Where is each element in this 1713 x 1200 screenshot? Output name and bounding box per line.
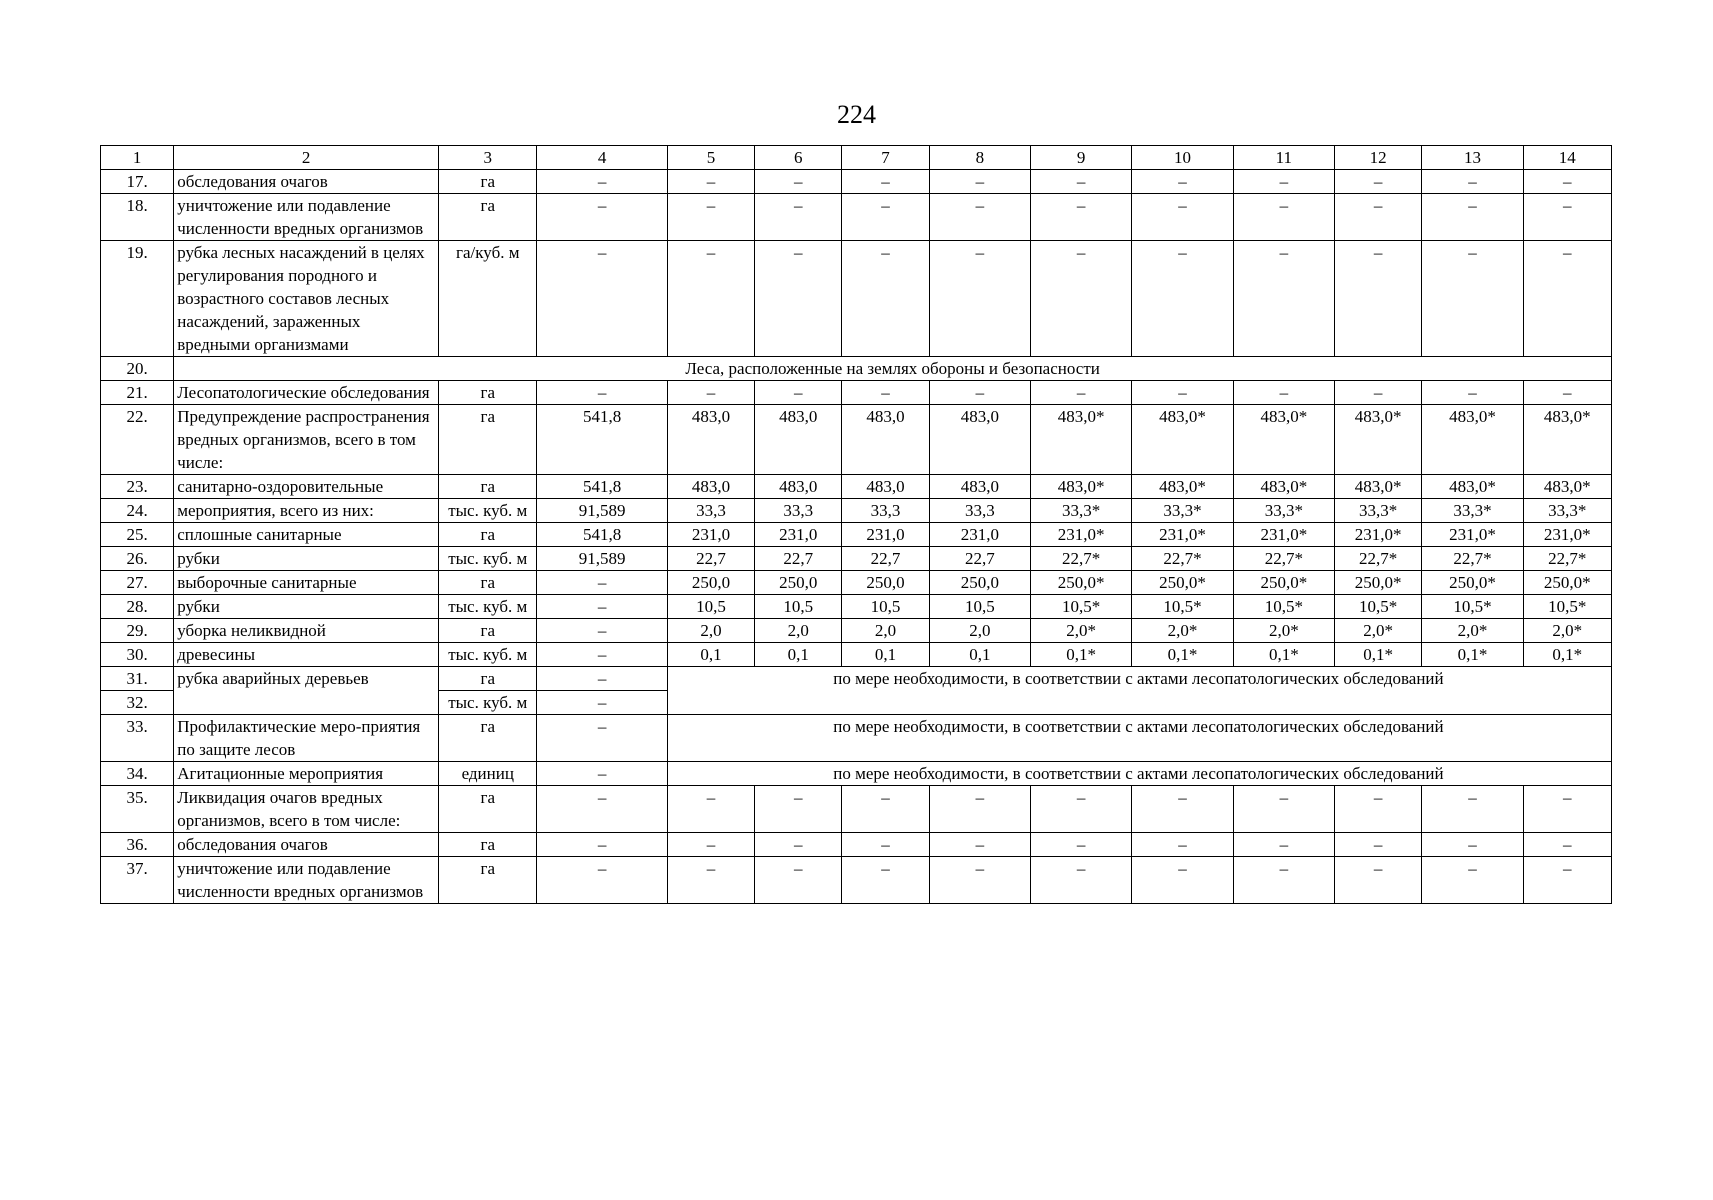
value-cell: – — [1335, 833, 1422, 857]
row-number-cell: 26. — [101, 547, 174, 571]
indicator-name-cell: рубка аварийных деревьев — [174, 667, 439, 715]
table-row — [101, 833, 1612, 857]
unit-cell: га — [439, 381, 537, 405]
value-cell: 483,0 — [755, 405, 842, 475]
value-cell: 250,0 — [755, 571, 842, 595]
table-row — [101, 667, 1612, 691]
value-cell: – — [842, 241, 929, 357]
value-cell: 2,0* — [1132, 619, 1233, 643]
value-cell: 483,0 — [755, 475, 842, 499]
value-cell: – — [537, 241, 667, 357]
table-row — [101, 595, 1612, 619]
header-cell: 9 — [1031, 146, 1132, 170]
table-row — [101, 241, 1612, 357]
value-cell: – — [1132, 857, 1233, 904]
value-cell: 541,8 — [537, 523, 667, 547]
value-cell: – — [537, 857, 667, 904]
value-cell: – — [1335, 857, 1422, 904]
header-cell: 1 — [101, 146, 174, 170]
value-cell: – — [1233, 194, 1334, 241]
table-row — [101, 194, 1612, 241]
value-cell: – — [537, 170, 667, 194]
value-cell: 231,0* — [1132, 523, 1233, 547]
value-cell: – — [1031, 786, 1132, 833]
value-cell: – — [1031, 194, 1132, 241]
unit-cell: га — [439, 170, 537, 194]
unit-cell: тыс. куб. м — [439, 499, 537, 523]
header-cell: 11 — [1233, 146, 1334, 170]
value-cell: 483,0* — [1132, 405, 1233, 475]
value-cell: 2,0* — [1523, 619, 1611, 643]
value-cell: 10,5* — [1422, 595, 1523, 619]
value-cell: 483,0 — [667, 405, 754, 475]
value-cell: 231,0 — [755, 523, 842, 547]
row-number-cell: 27. — [101, 571, 174, 595]
indicator-name-cell: сплошные санитарные — [174, 523, 439, 547]
value-cell: 10,5 — [929, 595, 1030, 619]
table-row — [101, 499, 1612, 523]
value-cell: 250,0 — [929, 571, 1030, 595]
value-cell: 231,0* — [1233, 523, 1334, 547]
unit-cell: тыс. куб. м — [439, 595, 537, 619]
value-cell: – — [537, 715, 667, 762]
table-row — [101, 857, 1612, 904]
header-cell: 8 — [929, 146, 1030, 170]
value-cell: – — [1132, 786, 1233, 833]
value-cell: – — [537, 833, 667, 857]
table-row — [101, 715, 1612, 762]
value-cell: 2,0* — [1335, 619, 1422, 643]
header-cell: 5 — [667, 146, 754, 170]
value-cell: – — [929, 241, 1030, 357]
value-cell: – — [1132, 833, 1233, 857]
value-cell: 33,3* — [1031, 499, 1132, 523]
row-number-cell: 22. — [101, 405, 174, 475]
row-number-cell: 20. — [101, 357, 174, 381]
value-cell: 2,0* — [1422, 619, 1523, 643]
value-cell: – — [667, 833, 754, 857]
value-cell: – — [1233, 170, 1334, 194]
value-cell: – — [1335, 194, 1422, 241]
value-cell: 33,3 — [842, 499, 929, 523]
value-cell: – — [1132, 170, 1233, 194]
row-number-cell: 28. — [101, 595, 174, 619]
value-cell: 483,0* — [1422, 475, 1523, 499]
value-cell: 2,0* — [1233, 619, 1334, 643]
value-cell: 0,1 — [929, 643, 1030, 667]
table-row — [101, 762, 1612, 786]
header-row — [101, 146, 1612, 170]
value-cell: – — [667, 857, 754, 904]
value-cell: 250,0* — [1031, 571, 1132, 595]
value-cell: – — [537, 595, 667, 619]
value-cell: 91,589 — [537, 547, 667, 571]
value-cell: 250,0* — [1132, 571, 1233, 595]
value-cell: – — [929, 857, 1030, 904]
indicator-name-cell: Ликвидация очагов вредных организмов, всего в том числе: — [174, 786, 439, 833]
value-cell: 33,3* — [1523, 499, 1611, 523]
value-cell: 231,0 — [667, 523, 754, 547]
row-number-cell: 29. — [101, 619, 174, 643]
value-cell: – — [667, 194, 754, 241]
indicator-name-cell: рубки — [174, 595, 439, 619]
row-number-cell: 18. — [101, 194, 174, 241]
indicator-name-cell: рубка лесных насаждений в целях регулирования породного и возрастного составов лесных насаждений, зараженных вредными организмами — [174, 241, 439, 357]
table-row — [101, 475, 1612, 499]
value-cell: 22,7 — [667, 547, 754, 571]
header-cell: 7 — [842, 146, 929, 170]
value-cell: 231,0* — [1031, 523, 1132, 547]
value-cell: 250,0* — [1335, 571, 1422, 595]
value-cell: 250,0* — [1233, 571, 1334, 595]
value-cell: – — [755, 786, 842, 833]
table-row — [101, 786, 1612, 833]
value-cell: – — [1335, 786, 1422, 833]
value-cell: 483,0* — [1335, 475, 1422, 499]
row-number-cell: 25. — [101, 523, 174, 547]
unit-cell: га — [439, 786, 537, 833]
indicator-name-cell: санитарно-оздоровительные — [174, 475, 439, 499]
value-cell: 231,0* — [1523, 523, 1611, 547]
value-cell: 2,0 — [929, 619, 1030, 643]
indicator-name-cell: обследования очагов — [174, 833, 439, 857]
indicator-name-cell: Агитационные мероприятия — [174, 762, 439, 786]
forest-protection-table — [100, 145, 1612, 904]
value-cell: – — [1233, 857, 1334, 904]
value-cell: – — [537, 691, 667, 715]
value-cell: – — [755, 170, 842, 194]
value-cell: 0,1* — [1422, 643, 1523, 667]
value-cell: – — [537, 667, 667, 691]
unit-cell: га — [439, 405, 537, 475]
note-cell: по мере необходимости, в соответствии с актами лесопатологических обследований — [667, 762, 1611, 786]
header-cell: 6 — [755, 146, 842, 170]
value-cell: 33,3* — [1422, 499, 1523, 523]
value-cell: 33,3* — [1335, 499, 1422, 523]
value-cell: 33,3* — [1132, 499, 1233, 523]
value-cell: 483,0* — [1523, 475, 1611, 499]
header-cell: 13 — [1422, 146, 1523, 170]
value-cell: – — [1132, 194, 1233, 241]
value-cell: 483,0 — [667, 475, 754, 499]
value-cell: – — [755, 857, 842, 904]
value-cell: 2,0 — [842, 619, 929, 643]
value-cell: – — [1422, 833, 1523, 857]
value-cell: – — [929, 786, 1030, 833]
value-cell: – — [1132, 241, 1233, 357]
indicator-name-cell: Предупреждение распространения вредных организмов, всего в том числе: — [174, 405, 439, 475]
row-number-cell: 17. — [101, 170, 174, 194]
value-cell: 22,7* — [1422, 547, 1523, 571]
value-cell: – — [842, 833, 929, 857]
value-cell: 483,0 — [929, 405, 1030, 475]
value-cell: 10,5* — [1132, 595, 1233, 619]
table-row — [101, 357, 1612, 381]
header-cell: 3 — [439, 146, 537, 170]
value-cell: – — [1233, 786, 1334, 833]
value-cell: 541,8 — [537, 405, 667, 475]
value-cell: 483,0* — [1031, 475, 1132, 499]
value-cell: 483,0* — [1422, 405, 1523, 475]
value-cell: 250,0 — [667, 571, 754, 595]
value-cell: 250,0 — [842, 571, 929, 595]
value-cell: 0,1* — [1132, 643, 1233, 667]
indicator-name-cell: уборка неликвидной — [174, 619, 439, 643]
table-row — [101, 643, 1612, 667]
value-cell: – — [1422, 241, 1523, 357]
value-cell: – — [1523, 241, 1611, 357]
unit-cell: га — [439, 571, 537, 595]
value-cell: 2,0 — [755, 619, 842, 643]
value-cell: 483,0* — [1132, 475, 1233, 499]
value-cell: 10,5* — [1233, 595, 1334, 619]
value-cell: – — [842, 786, 929, 833]
value-cell: – — [842, 194, 929, 241]
value-cell: 2,0* — [1031, 619, 1132, 643]
value-cell: 22,7 — [929, 547, 1030, 571]
value-cell: – — [1523, 786, 1611, 833]
indicator-name-cell: Лесопатологические обследования — [174, 381, 439, 405]
value-cell: – — [1422, 170, 1523, 194]
row-number-cell: 23. — [101, 475, 174, 499]
unit-cell: тыс. куб. м — [439, 643, 537, 667]
value-cell: – — [842, 857, 929, 904]
unit-cell: тыс. куб. м — [439, 547, 537, 571]
header-cell: 2 — [174, 146, 439, 170]
value-cell: – — [1422, 857, 1523, 904]
value-cell: – — [537, 194, 667, 241]
indicator-name-cell: рубки — [174, 547, 439, 571]
value-cell: – — [1422, 381, 1523, 405]
section-heading-cell: Леса, расположенные на землях обороны и безопасности — [174, 357, 1612, 381]
table-row — [101, 571, 1612, 595]
value-cell: – — [755, 241, 842, 357]
value-cell: 0,1* — [1233, 643, 1334, 667]
value-cell: 33,3* — [1233, 499, 1334, 523]
value-cell: 0,1 — [842, 643, 929, 667]
value-cell: – — [1031, 857, 1132, 904]
value-cell: 483,0* — [1335, 405, 1422, 475]
value-cell: 2,0 — [667, 619, 754, 643]
value-cell: 0,1* — [1335, 643, 1422, 667]
value-cell: – — [1523, 833, 1611, 857]
indicator-name-cell: выборочные санитарные — [174, 571, 439, 595]
row-number-cell: 34. — [101, 762, 174, 786]
value-cell: 10,5 — [667, 595, 754, 619]
unit-cell: га — [439, 523, 537, 547]
unit-cell: единиц — [439, 762, 537, 786]
value-cell: 22,7* — [1335, 547, 1422, 571]
value-cell: 10,5* — [1031, 595, 1132, 619]
value-cell: – — [537, 786, 667, 833]
value-cell: – — [667, 786, 754, 833]
value-cell: – — [667, 381, 754, 405]
table-row — [101, 170, 1612, 194]
value-cell: – — [842, 381, 929, 405]
value-cell: – — [537, 619, 667, 643]
indicator-name-cell: уничтожение или подавление численности вредных организмов — [174, 194, 439, 241]
value-cell: – — [929, 170, 1030, 194]
value-cell: 10,5 — [755, 595, 842, 619]
value-cell: – — [1523, 194, 1611, 241]
row-number-cell: 37. — [101, 857, 174, 904]
value-cell: 483,0* — [1233, 475, 1334, 499]
value-cell: – — [1031, 833, 1132, 857]
value-cell: – — [929, 194, 1030, 241]
indicator-name-cell: Профилактические меро-приятия по защите лесов — [174, 715, 439, 762]
value-cell: 483,0* — [1523, 405, 1611, 475]
value-cell: – — [929, 381, 1030, 405]
value-cell: 22,7 — [755, 547, 842, 571]
value-cell: 22,7* — [1523, 547, 1611, 571]
value-cell: – — [667, 241, 754, 357]
value-cell: – — [1335, 170, 1422, 194]
value-cell: – — [1335, 241, 1422, 357]
value-cell: – — [1233, 241, 1334, 357]
header-cell: 12 — [1335, 146, 1422, 170]
unit-cell: га/куб. м — [439, 241, 537, 357]
unit-cell: тыс. куб. м — [439, 691, 537, 715]
table-row — [101, 619, 1612, 643]
table-row — [101, 547, 1612, 571]
page-number: 224 — [837, 100, 876, 129]
value-cell: – — [1422, 786, 1523, 833]
header-cell: 14 — [1523, 146, 1611, 170]
table-row — [101, 405, 1612, 475]
row-number-cell: 36. — [101, 833, 174, 857]
indicator-name-cell: мероприятия, всего из них: — [174, 499, 439, 523]
unit-cell: га — [439, 833, 537, 857]
value-cell: – — [1031, 170, 1132, 194]
row-number-cell: 24. — [101, 499, 174, 523]
value-cell: 231,0* — [1422, 523, 1523, 547]
value-cell: 0,1* — [1031, 643, 1132, 667]
value-cell: 483,0* — [1233, 405, 1334, 475]
unit-cell: га — [439, 857, 537, 904]
value-cell: 10,5* — [1335, 595, 1422, 619]
row-number-cell: 33. — [101, 715, 174, 762]
value-cell: – — [537, 643, 667, 667]
value-cell: 22,7 — [842, 547, 929, 571]
indicator-name-cell: обследования очагов — [174, 170, 439, 194]
value-cell: – — [1523, 170, 1611, 194]
unit-cell: га — [439, 194, 537, 241]
value-cell: – — [667, 170, 754, 194]
note-cell: по мере необходимости, в соответствии с актами лесопатологических обследований — [667, 667, 1611, 715]
value-cell: 250,0* — [1523, 571, 1611, 595]
unit-cell: га — [439, 715, 537, 762]
row-number-cell: 19. — [101, 241, 174, 357]
value-cell: – — [1031, 381, 1132, 405]
value-cell: – — [1523, 857, 1611, 904]
value-cell: 541,8 — [537, 475, 667, 499]
value-cell: 33,3 — [929, 499, 1030, 523]
value-cell: 0,1 — [667, 643, 754, 667]
value-cell: 483,0 — [842, 475, 929, 499]
value-cell: 250,0* — [1422, 571, 1523, 595]
value-cell: 483,0 — [842, 405, 929, 475]
value-cell: 0,1 — [755, 643, 842, 667]
unit-cell: га — [439, 475, 537, 499]
row-number-cell: 31. — [101, 667, 174, 691]
note-cell: по мере необходимости, в соответствии с актами лесопатологических обследований — [667, 715, 1611, 762]
row-number-cell: 30. — [101, 643, 174, 667]
value-cell: – — [1233, 833, 1334, 857]
value-cell: 483,0 — [929, 475, 1030, 499]
header-cell: 10 — [1132, 146, 1233, 170]
value-cell: – — [929, 833, 1030, 857]
value-cell: 483,0* — [1031, 405, 1132, 475]
value-cell: – — [1132, 381, 1233, 405]
table-row — [101, 381, 1612, 405]
value-cell: 22,7* — [1031, 547, 1132, 571]
value-cell: – — [842, 170, 929, 194]
row-number-cell: 21. — [101, 381, 174, 405]
indicator-name-cell: уничтожение или подавление численности вредных организмов — [174, 857, 439, 904]
value-cell: – — [1523, 381, 1611, 405]
value-cell: – — [1233, 381, 1334, 405]
value-cell: – — [755, 194, 842, 241]
value-cell: 10,5* — [1523, 595, 1611, 619]
value-cell: 33,3 — [755, 499, 842, 523]
value-cell: 0,1* — [1523, 643, 1611, 667]
value-cell: – — [1335, 381, 1422, 405]
table-row — [101, 523, 1612, 547]
value-cell: 33,3 — [667, 499, 754, 523]
value-cell: – — [1422, 194, 1523, 241]
value-cell: 231,0 — [842, 523, 929, 547]
value-cell: 231,0* — [1335, 523, 1422, 547]
value-cell: – — [1031, 241, 1132, 357]
value-cell: – — [537, 762, 667, 786]
indicator-name-cell: древесины — [174, 643, 439, 667]
value-cell: 231,0 — [929, 523, 1030, 547]
value-cell: 10,5 — [842, 595, 929, 619]
header-cell: 4 — [537, 146, 667, 170]
value-cell: 91,589 — [537, 499, 667, 523]
value-cell: – — [755, 833, 842, 857]
row-number-cell: 32. — [101, 691, 174, 715]
unit-cell: га — [439, 667, 537, 691]
row-number-cell: 35. — [101, 786, 174, 833]
value-cell: – — [755, 381, 842, 405]
unit-cell: га — [439, 619, 537, 643]
value-cell: 22,7* — [1233, 547, 1334, 571]
value-cell: 22,7* — [1132, 547, 1233, 571]
value-cell: – — [537, 381, 667, 405]
value-cell: – — [537, 571, 667, 595]
